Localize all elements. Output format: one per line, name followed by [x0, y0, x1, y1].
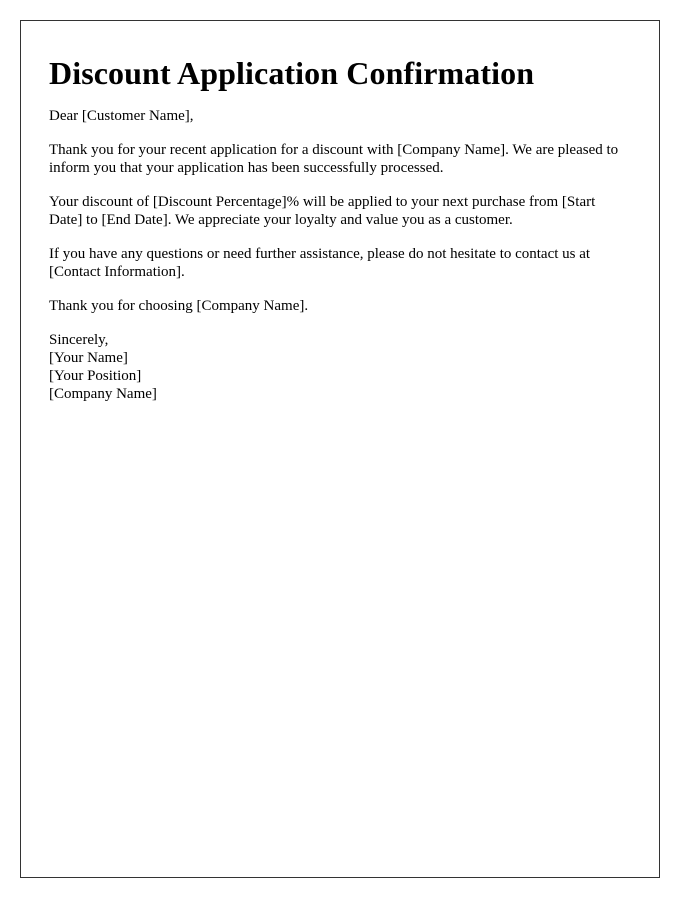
signature-position: [Your Position]	[49, 368, 142, 384]
letter-title: Discount Application Confirmation	[49, 55, 535, 91]
signature-block	[49, 331, 631, 403]
paragraph-thanks: Thank you for choosing [Company Name].	[49, 298, 309, 314]
greeting: Dear [Customer Name],	[49, 108, 194, 124]
paragraph-discount-details: Your discount of [Discount Percentage]% will be applied to your next purchase from [Start Date] to [End Date]. We appreciate your loyalty and value you as a customer.	[49, 194, 596, 228]
letter-page	[20, 20, 660, 878]
signature-company: [Company Name]	[49, 386, 157, 402]
paragraph-confirmation: Thank you for your recent application for a discount with [Company Name]. We are pleased to inform you that your application has been successfully processed.	[49, 142, 619, 176]
paragraph-contact: If you have any questions or need further assistance, please do not hesitate to contact us at [Contact Information].	[49, 246, 591, 280]
signature-name: [Your Name]	[49, 350, 128, 366]
closing: Sincerely,	[49, 332, 109, 348]
